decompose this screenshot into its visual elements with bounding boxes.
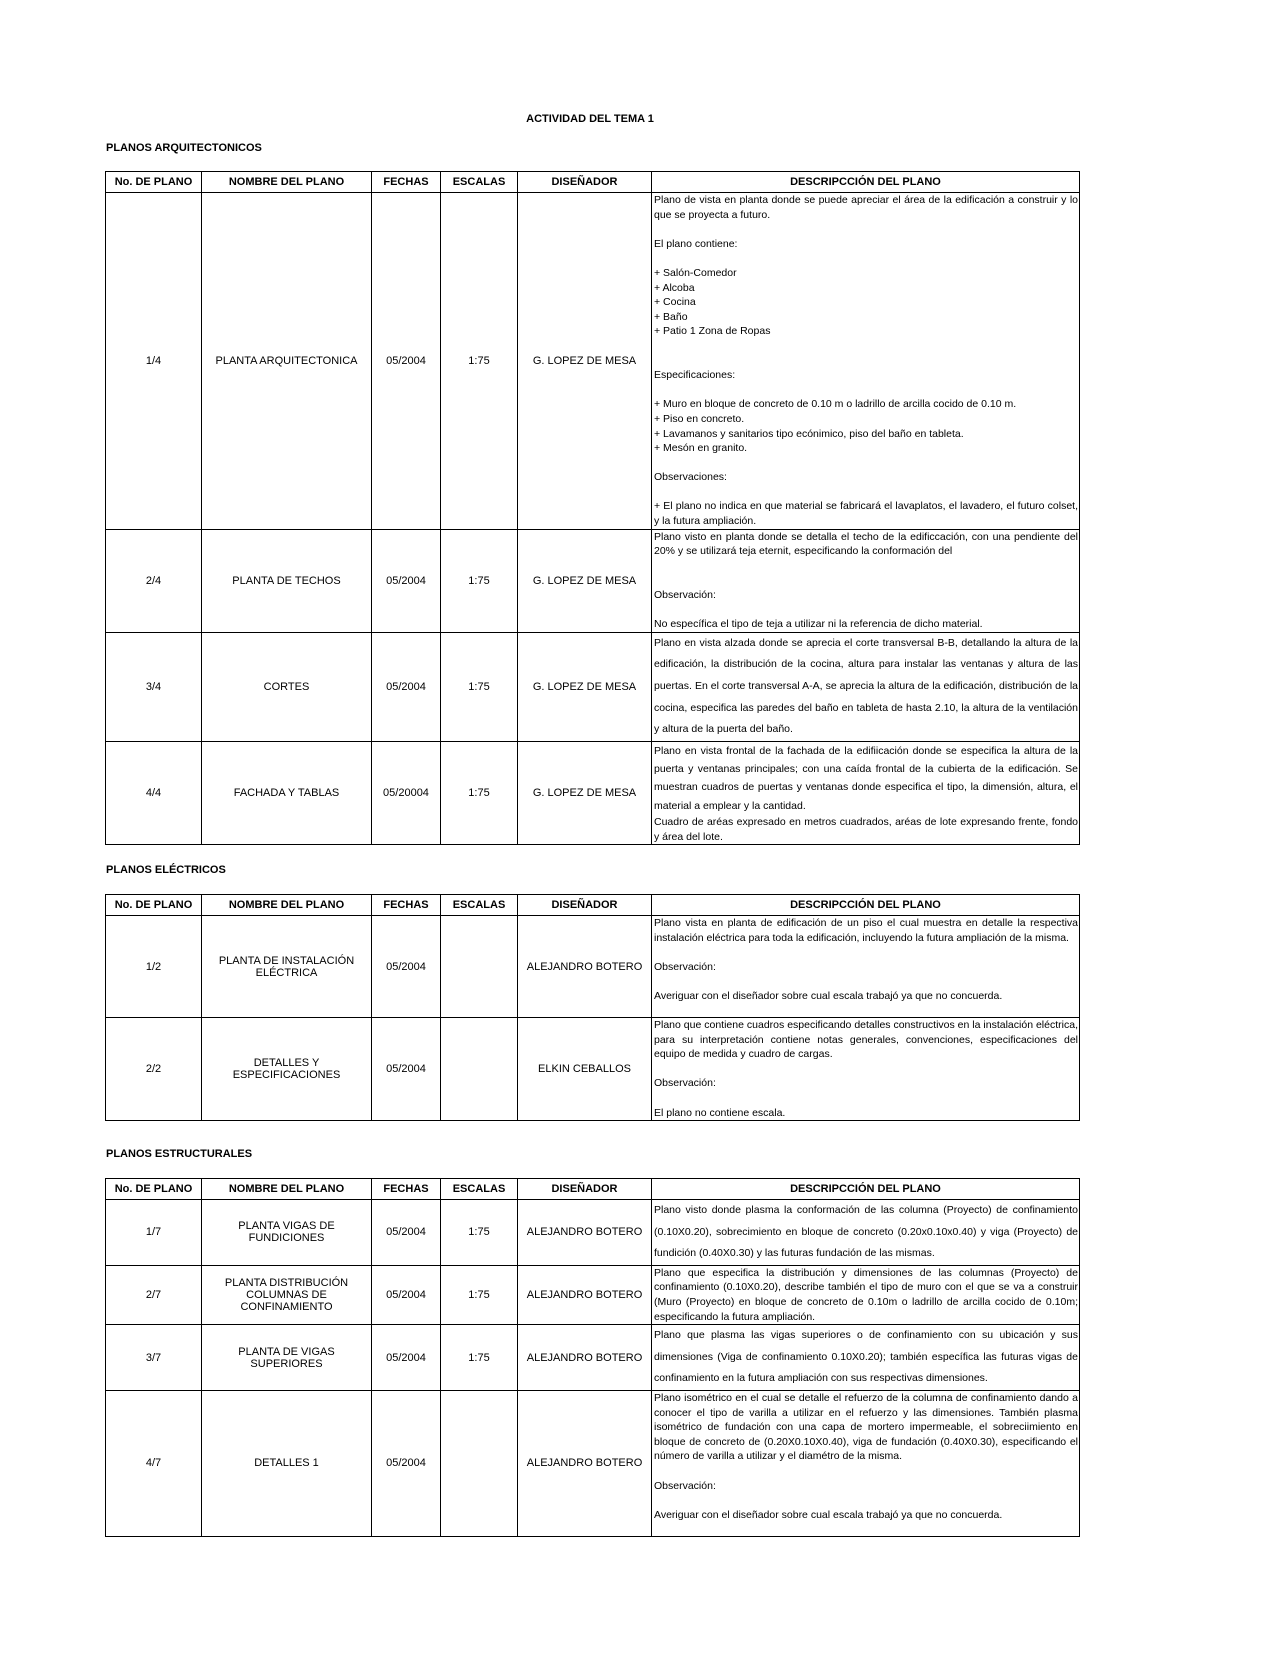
col-disenador: DISEÑADOR <box>518 895 652 916</box>
section-title-estructurales: PLANOS ESTRUCTURALES <box>106 1148 253 1160</box>
cell-disenador: ALEJANDRO BOTERO <box>518 1265 652 1324</box>
cell-disenador: G. LOPEZ DE MESA <box>518 529 652 632</box>
cell-nombre: PLANTA DISTRIBUCIÓN COLUMNAS DE CONFINAMIENTO <box>202 1265 372 1324</box>
desc-blank <box>654 559 1078 574</box>
table-header <box>106 895 1080 916</box>
cell-fecha: 05/2004 <box>372 193 441 530</box>
col-no-plano: No. DE PLANO <box>106 1179 202 1200</box>
cell-escala <box>441 1018 518 1121</box>
desc-line: Plano en vista alzada donde se aprecia el corte transversal B-B, detallando la altura de la edificación, la distribución de la cocina, altura para instalar las ventanas y altura de las puertas. En el corte transversal A-A, se aprecia la altura de la edificación, distribución de la cocina, especifica las paredes del baño en tableta de hasta 2.10, la altura de la ventilación y altura de la puerta del baño. <box>654 636 1081 736</box>
section-title-arquitectonicos: PLANOS ARQUITECTONICOS <box>106 142 262 154</box>
desc-line: + Alcoba <box>654 281 695 294</box>
col-fechas: FECHAS <box>372 1179 441 1200</box>
cell-fecha: 05/2004 <box>372 1018 441 1121</box>
desc-line: Plano en vista frontal de la fachada de la edifiicación donde se especifica la altura de la puerta y ventanas principales; con una caída frontal de la cubierta de la edificación. Se muestran cuadros de puertas y ventanas donde especifica el tipo, la dimensión, altura, el material a emplear y la cantidad. <box>654 744 1081 812</box>
cell-fecha: 05/2004 <box>372 1265 441 1324</box>
cell-fecha: 05/2004 <box>372 1325 441 1391</box>
desc-blank <box>654 1493 1078 1508</box>
cell-escala: 1:75 <box>441 193 518 530</box>
col-disenador: DISEÑADOR <box>518 172 652 193</box>
col-nombre: NOMBRE DEL PLANO <box>202 1179 372 1200</box>
desc-blank <box>654 222 1078 237</box>
table-row <box>106 1325 1080 1391</box>
cell-no: 1/4 <box>106 193 202 530</box>
cell-nombre: PLANTA VIGAS DE FUNDICIONES <box>202 1200 372 1266</box>
table-row <box>106 1018 1080 1121</box>
desc-blank <box>654 1464 1078 1479</box>
cell-descripcion <box>652 741 1080 844</box>
cell-escala: 1:75 <box>441 632 518 741</box>
desc-blank <box>654 354 1078 369</box>
cell-escala: 1:75 <box>441 1200 518 1266</box>
cell-nombre: CORTES <box>202 632 372 741</box>
col-no-plano: No. DE PLANO <box>106 172 202 193</box>
cell-disenador: ELKIN CEBALLOS <box>518 1018 652 1121</box>
table-header <box>106 1179 1080 1200</box>
desc-line: No específica el tipo de teja a utilizar ni la referencia de dicho material. <box>654 618 983 631</box>
desc-line: Plano isométrico en el cual se detalle el refuerzo de la columna de confinamiento dando a conocer el tipo de varilla a utilizar en el refuerzo y las dimensiones. También plasma isométrico de fundación con una capa de mortero impermeable, el sobreciimiento en bloque de concreto de (0.20X0.10X0.40), viga de fundación (0.40X0.30), especificando el número de varilla a utilizar y el diamétro de la misma. <box>654 1391 1081 1463</box>
desc-line: Plano visto donde plasma la conformación de las columna (Proyecto) de confinamiento (0.10X0.20), sobrecimiento en bloque de concreto (0.20x0.10x0.40) y viga (Proyecto) de fundición (0.40X0.30) y las futuras fundación de las mismas. <box>654 1204 1081 1260</box>
cell-descripcion <box>652 1325 1080 1391</box>
cell-descripcion <box>652 916 1080 1018</box>
cell-escala: 1:75 <box>441 529 518 632</box>
table-header <box>106 172 1080 193</box>
desc-line: + Muro en bloque de concreto de 0.10 m o ladrillo de arcilla cocido de 0.10 m. <box>654 398 1017 411</box>
cell-no: 3/4 <box>106 632 202 741</box>
col-no-plano: No. DE PLANO <box>106 895 202 916</box>
cell-nombre: PLANTA DE TECHOS <box>202 529 372 632</box>
table-estructurales <box>105 1178 1080 1537</box>
cell-no: 3/7 <box>106 1325 202 1391</box>
desc-line: Plano vista en planta de edificación de un piso el cual muestra en detalle la respectiva instalación eléctrica para toda la edificación, incluyendo la futura ampliación de la misma. <box>654 917 1081 944</box>
desc-line: Plano de vista en planta donde se puede apreciar el área de la edificación a construir y lo que se proyecta a futuro. <box>654 194 1081 221</box>
col-descripcion: DESCRIPCCIÓN DEL PLANO <box>652 1179 1080 1200</box>
desc-line: + Cocina <box>654 296 696 309</box>
desc-blank <box>654 383 1078 398</box>
desc-blank <box>654 603 1078 618</box>
cell-fecha: 05/2004 <box>372 1390 441 1536</box>
desc-line: Plano que especifica la distribución y dimensiones de las columnas (Proyecto) de confinamiento (0.10X0.20), describe también el tipo de muro con el que se va a construir (Muro (Proyecto) en bloque de concreto de 0.10m o ladrillo de arcilla cocido de 0.10m; especificando la futura ampliación. <box>654 1266 1081 1323</box>
desc-line: Plano que contiene cuadros especificando detalles constructivos en la instalación eléctrica, para su interpretación contiene notas generales, convenciones, especificaciones del equipo de medida y cuadro de cargas. <box>654 1019 1081 1061</box>
cell-escala <box>441 916 518 1018</box>
col-nombre: NOMBRE DEL PLANO <box>202 172 372 193</box>
desc-line: Observación: <box>654 1479 716 1492</box>
desc-line: Averiguar con el diseñador sobre cual escala trabajó ya que no concuerda. <box>654 1508 1003 1521</box>
cell-disenador: G. LOPEZ DE MESA <box>518 193 652 530</box>
desc-line: + Patio 1 Zona de Ropas <box>654 325 771 338</box>
col-escalas: ESCALAS <box>441 895 518 916</box>
cell-nombre: PLANTA ARQUITECTONICA <box>202 193 372 530</box>
desc-blank <box>654 251 1078 266</box>
desc-line: Observaciones: <box>654 471 727 484</box>
cell-nombre: FACHADA Y TABLAS <box>202 741 372 844</box>
cell-no: 2/2 <box>106 1018 202 1121</box>
desc-line: + Baño <box>654 310 688 323</box>
table-row <box>106 1200 1080 1266</box>
col-descripcion: DESCRIPCCIÓN DEL PLANO <box>652 172 1080 193</box>
table-arquitectonicos <box>105 171 1080 845</box>
desc-line: + Piso en concreto. <box>654 412 745 425</box>
cell-fecha: 05/2004 <box>372 916 441 1018</box>
cell-descripcion <box>652 193 1080 530</box>
desc-blank <box>654 573 1078 588</box>
cell-descripcion <box>652 1018 1080 1121</box>
desc-blank <box>654 339 1078 354</box>
cell-no: 2/7 <box>106 1265 202 1324</box>
cell-disenador: ALEJANDRO BOTERO <box>518 1325 652 1391</box>
col-nombre: NOMBRE DEL PLANO <box>202 895 372 916</box>
cell-nombre: PLANTA DE INSTALACIÓN ELÉCTRICA <box>202 916 372 1018</box>
desc-line: El plano no contiene escala. <box>654 1106 786 1119</box>
desc-line: Observación: <box>654 960 716 973</box>
cell-disenador: G. LOPEZ DE MESA <box>518 632 652 741</box>
desc-blank <box>654 974 1078 989</box>
cell-fecha: 05/20004 <box>372 741 441 844</box>
cell-descripcion <box>652 1265 1080 1324</box>
col-escalas: ESCALAS <box>441 172 518 193</box>
cell-descripcion <box>652 632 1080 741</box>
table-row <box>106 193 1080 530</box>
table-row <box>106 1390 1080 1536</box>
cell-escala <box>441 1390 518 1536</box>
cell-fecha: 05/2004 <box>372 632 441 741</box>
desc-line: Plano que plasma las vigas superiores o de confinamiento con su ubicación y sus dimensiones (Viga de confinamiento 0.10X0.20); también específica las futuras vigas de confinamiento en la futura ampliación con sus respectivas dimensiones. <box>654 1329 1081 1385</box>
table-row <box>106 916 1080 1018</box>
desc-blank <box>654 945 1078 960</box>
cell-no: 4/4 <box>106 741 202 844</box>
desc-line: + El plano no indica en que material se fabricará el lavaplatos, el lavadero, el futuro colset, y la futura ampliación. <box>654 500 1081 528</box>
cell-no: 1/7 <box>106 1200 202 1266</box>
cell-fecha: 05/2004 <box>372 529 441 632</box>
table-row <box>106 529 1080 632</box>
cell-escala: 1:75 <box>441 1325 518 1391</box>
cell-descripcion <box>652 529 1080 632</box>
table-row <box>106 1265 1080 1324</box>
col-fechas: FECHAS <box>372 895 441 916</box>
cell-no: 2/4 <box>106 529 202 632</box>
desc-line: Observación: <box>654 589 716 602</box>
desc-line: + Salón-Comedor <box>654 266 737 279</box>
cell-nombre: DETALLES Y ESPECIFICACIONES <box>202 1018 372 1121</box>
cell-disenador: ALEJANDRO BOTERO <box>518 916 652 1018</box>
cell-disenador: ALEJANDRO BOTERO <box>518 1390 652 1536</box>
desc-line: El plano contiene: <box>654 237 738 250</box>
cell-disenador: ALEJANDRO BOTERO <box>518 1200 652 1266</box>
cell-nombre: PLANTA DE VIGAS SUPERIORES <box>202 1325 372 1391</box>
col-fechas: FECHAS <box>372 172 441 193</box>
col-escalas: ESCALAS <box>441 1179 518 1200</box>
desc-blank <box>654 1091 1078 1106</box>
cell-nombre: DETALLES 1 <box>202 1390 372 1536</box>
table-row <box>106 741 1080 844</box>
table-electricos <box>105 894 1080 1121</box>
desc-line: Observación: <box>654 1077 716 1090</box>
cell-escala: 1:75 <box>441 741 518 844</box>
desc-line: Averiguar con el diseñador sobre cual escala trabajó ya que no concuerda. <box>654 989 1003 1002</box>
desc-blank <box>654 456 1078 471</box>
cell-descripcion <box>652 1390 1080 1536</box>
cell-no: 4/7 <box>106 1390 202 1536</box>
desc-blank <box>654 485 1078 500</box>
col-disenador: DISEÑADOR <box>518 1179 652 1200</box>
cell-escala: 1:75 <box>441 1265 518 1324</box>
desc-line: Cuadro de aréas expresado en metros cuadrados, aréas de lote expresando frente, fondo y área del lote. <box>654 815 1081 843</box>
desc-line: Plano visto en planta donde se detalla el techo de la edificcación, con una pendiente del 20% y se utilizará teja eternit, especificando la conformación del <box>654 530 1081 558</box>
desc-line: + Lavamanos y sanitarios tipo ecónimico, piso del baño en tableta. <box>654 427 964 440</box>
cell-no: 1/2 <box>106 916 202 1018</box>
col-descripcion: DESCRIPCCIÓN DEL PLANO <box>652 895 1080 916</box>
desc-blank <box>654 1062 1078 1077</box>
desc-line: Especificaciones: <box>654 369 736 382</box>
table-row <box>106 632 1080 741</box>
cell-descripcion <box>652 1200 1080 1266</box>
cell-fecha: 05/2004 <box>372 1200 441 1266</box>
cell-disenador: G. LOPEZ DE MESA <box>518 741 652 844</box>
section-title-electricos: PLANOS ELÉCTRICOS <box>106 864 226 876</box>
page-title: ACTIVIDAD DEL TEMA 1 <box>526 113 654 125</box>
desc-line: + Mesón en granito. <box>654 442 748 455</box>
